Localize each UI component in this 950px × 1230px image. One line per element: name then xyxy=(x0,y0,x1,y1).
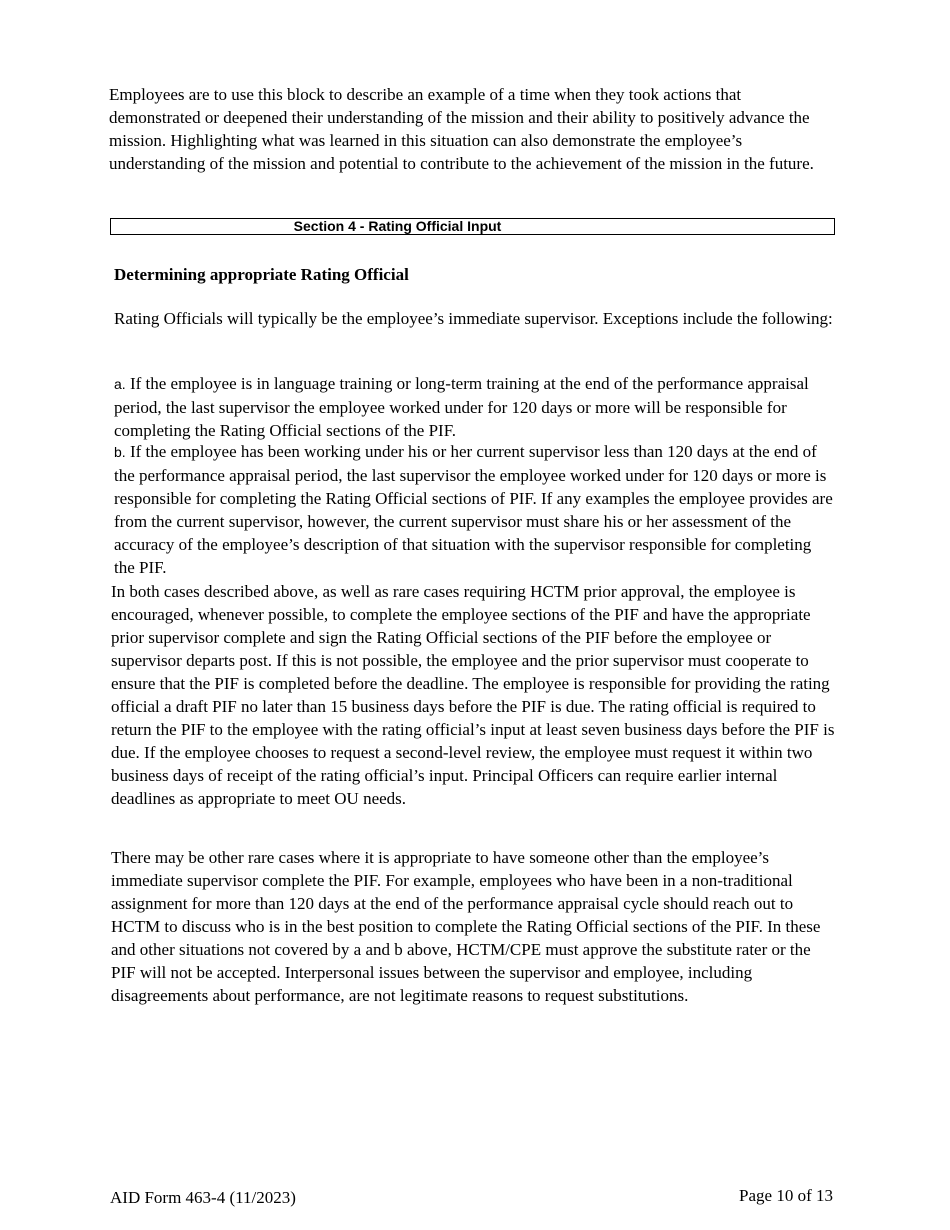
deadlines-paragraph: In both cases described above, as well as rare cases requiring HCTM prior approval, the employee is encouraged, whenever possible, to complete the employee sections of the PIF and have the appropriate prior supervisor complete and sign the Rating Official sections of the PIF before the employee or supervisor departs post. If this is not possible, the employee and the prior supervisor must cooperate to ensure that the PIF is completed before the deadline. The employee is responsible for providing the rating official a draft PIF no later than 15 business days before the PIF is due. The rating official is required to return the PIF to the employee with the rating official’s input at least seven business days before the PIF is due. If the employee chooses to request a second-level review, the employee must request it within two business days of receipt of the rating official’s input. Principal Officers can require earlier internal deadlines as appropriate to meet OU needs. xyxy=(111,582,835,808)
footer-form-id: AID Form 463-4 (11/2023) xyxy=(110,1188,296,1207)
substitute-rater-paragraph: There may be other rare cases where it is appropriate to have someone other than the employee’s immediate supervisor complete the PIF. For example, employees who have been in a non-traditional assignment for more than 120 days at the end of the performance appraisal cycle should reach out to HCTM to discuss who is in the best position to complete the Rating Official sections of the PIF. In these and other situations not covered by a and b above, HCTM/CPE must approve the substitute rater or the PIF will not be accepted. Interpersonal issues between the supervisor and employee, including disagreements about performance, are not legitimate reasons to request substitutions. xyxy=(111,848,821,1005)
section-banner-title: Section 4 - Rating Official Input xyxy=(293,218,502,234)
exception-item-a-text: If the employee is in language training or long-term training at the end of the performance appraisal period, the last supervisor the employee worked under for 120 days or more will be responsible for completing the Rating Official sections of the PIF. xyxy=(114,374,809,440)
rating-official-intro-paragraph: Rating Officials will typically be the employee’s immediate supervisor. Exceptions include the following: xyxy=(114,309,833,328)
exception-item-b-text: If the employee has been working under his or her current supervisor less than 120 days at the end of the performance appraisal period, the last supervisor the employee worked under for 120 days or more is responsible for completing the Rating Official sections of PIF. If any examples the employee provides are from the current supervisor, however, the current supervisor must share his or her assessment of the accuracy of the employee’s description of that situation with the supervisor responsible for completing the PIF. xyxy=(114,442,833,577)
exception-item-b xyxy=(114,440,834,579)
section-heading: Determining appropriate Rating Official xyxy=(114,265,409,284)
exception-item-a-marker: a. xyxy=(114,376,126,392)
section-banner xyxy=(110,218,835,235)
footer-page-number: Page 10 of 13 xyxy=(739,1186,833,1205)
exception-item-a xyxy=(114,372,834,442)
intro-paragraph: Employees are to use this block to describe an example of a time when they took actions that demonstrated or deepened their understanding of the mission and their ability to positively advance the mission. Highlighting what was learned in this situation can also demonstrate the employee’s understanding of the mission and potential to contribute to the achievement of the mission in the future. xyxy=(109,85,814,173)
exception-item-b-marker: b. xyxy=(114,444,126,460)
